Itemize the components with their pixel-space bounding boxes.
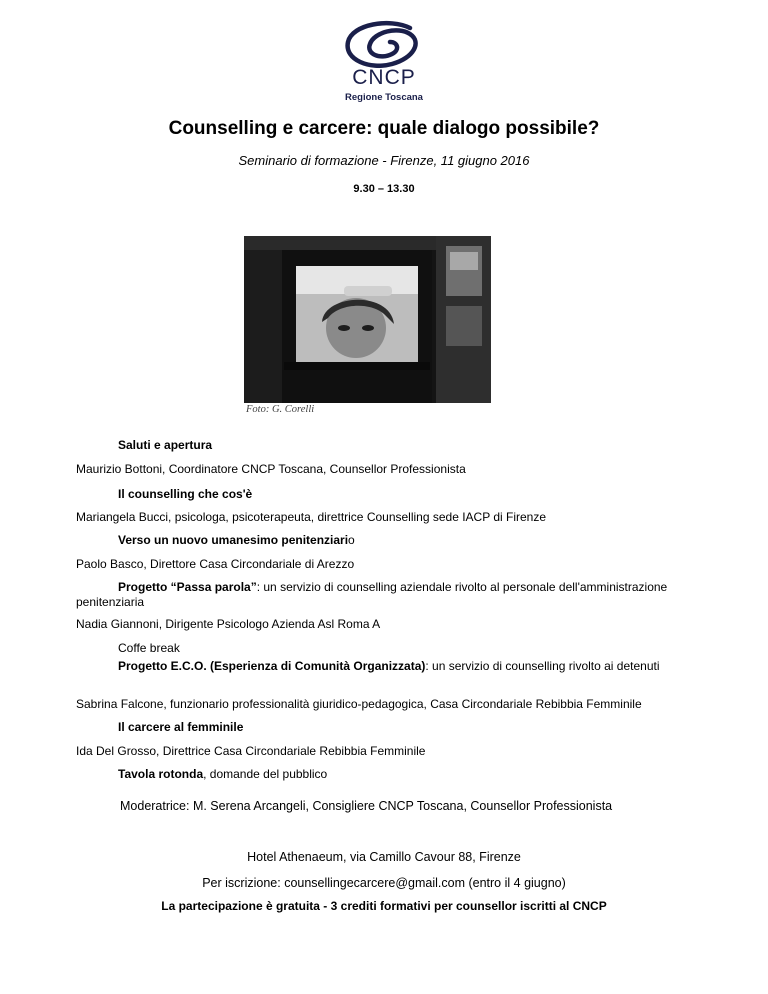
- session-2-speaker: Mariangela Bucci, psicologa, psicoterapeuta, direttrice Counselling sede IACP di Firenze: [76, 510, 547, 524]
- logo-name: CNCP: [352, 66, 416, 89]
- photo-illustration: [244, 236, 491, 403]
- footer-note: La partecipazione è gratuita - 3 crediti formativi per counsellor iscritti al CNCP: [161, 899, 607, 913]
- session-6-title: Il carcere al femminile: [118, 720, 244, 734]
- session-5-title: [76, 659, 696, 674]
- photo-caption: Foto: G. Corelli: [246, 404, 315, 415]
- session-5-title-rest: : un servizio di counselling rivolto ai detenuti: [425, 659, 660, 673]
- event-photo: [244, 236, 491, 403]
- session-3-title: [76, 533, 696, 548]
- session-2-title: Il counselling che cos'è: [118, 487, 253, 501]
- session-5-speaker: Sabrina Falcone, funzionario professionalità giuridico-pedagogica, Casa Circondariale Rebibbia Femminile: [76, 697, 642, 711]
- session-4-title: [76, 580, 696, 610]
- session-3-title-bold: Verso un nuovo umanesimo penitenziari: [118, 533, 349, 547]
- session-4-title-rest: : un servizio di counselling aziendale rivolto al personale dell'amministrazione penitenziaria: [76, 580, 668, 609]
- event-time: 9.30 – 13.30: [353, 183, 415, 195]
- session-7-title-bold: Tavola rotonda: [118, 767, 204, 781]
- session-1-title: Saluti e apertura: [118, 438, 213, 452]
- moderator: Moderatrice: M. Serena Arcangeli, Consigliere CNCP Toscana, Counsellor Professionista: [120, 799, 613, 813]
- session-3-speaker: Paolo Basco, Direttore Casa Circondariale di Arezzo: [76, 557, 355, 571]
- session-7-title: [76, 767, 696, 782]
- session-1-speaker: Maurizio Bottoni, Coordinatore CNCP Toscana, Counsellor Professionista: [76, 462, 466, 476]
- page-title: Counselling e carcere: quale dialogo possibile?: [168, 118, 600, 139]
- session-5-title-bold: Progetto E.C.O. (Esperienza di Comunità Organizzata): [118, 659, 426, 673]
- session-4-title-bold: Progetto “Passa parola”: [118, 580, 257, 594]
- venue: Hotel Athenaeum, via Camillo Cavour 88, Firenze: [247, 850, 521, 864]
- session-6-speaker: Ida Del Grosso, Direttrice Casa Circondariale Rebibbia Femminile: [76, 744, 426, 758]
- logo-region: Regione Toscana: [345, 92, 423, 103]
- session-4-speaker: Nadia Giannoni, Dirigente Psicologo Azienda Asl Roma A: [76, 617, 381, 631]
- session-7-title-rest: , domande del pubblico: [203, 767, 328, 781]
- signup-info: Per iscrizione: counsellingecarcere@gmail.com (entro il 4 giugno): [202, 876, 566, 890]
- cncp-swirl-logo-icon: [340, 20, 430, 72]
- page-subtitle: Seminario di formazione - Firenze, 11 giugno 2016: [238, 153, 530, 168]
- session-3-title-rest: o: [348, 533, 355, 547]
- coffee-break: Coffe break: [118, 641, 180, 655]
